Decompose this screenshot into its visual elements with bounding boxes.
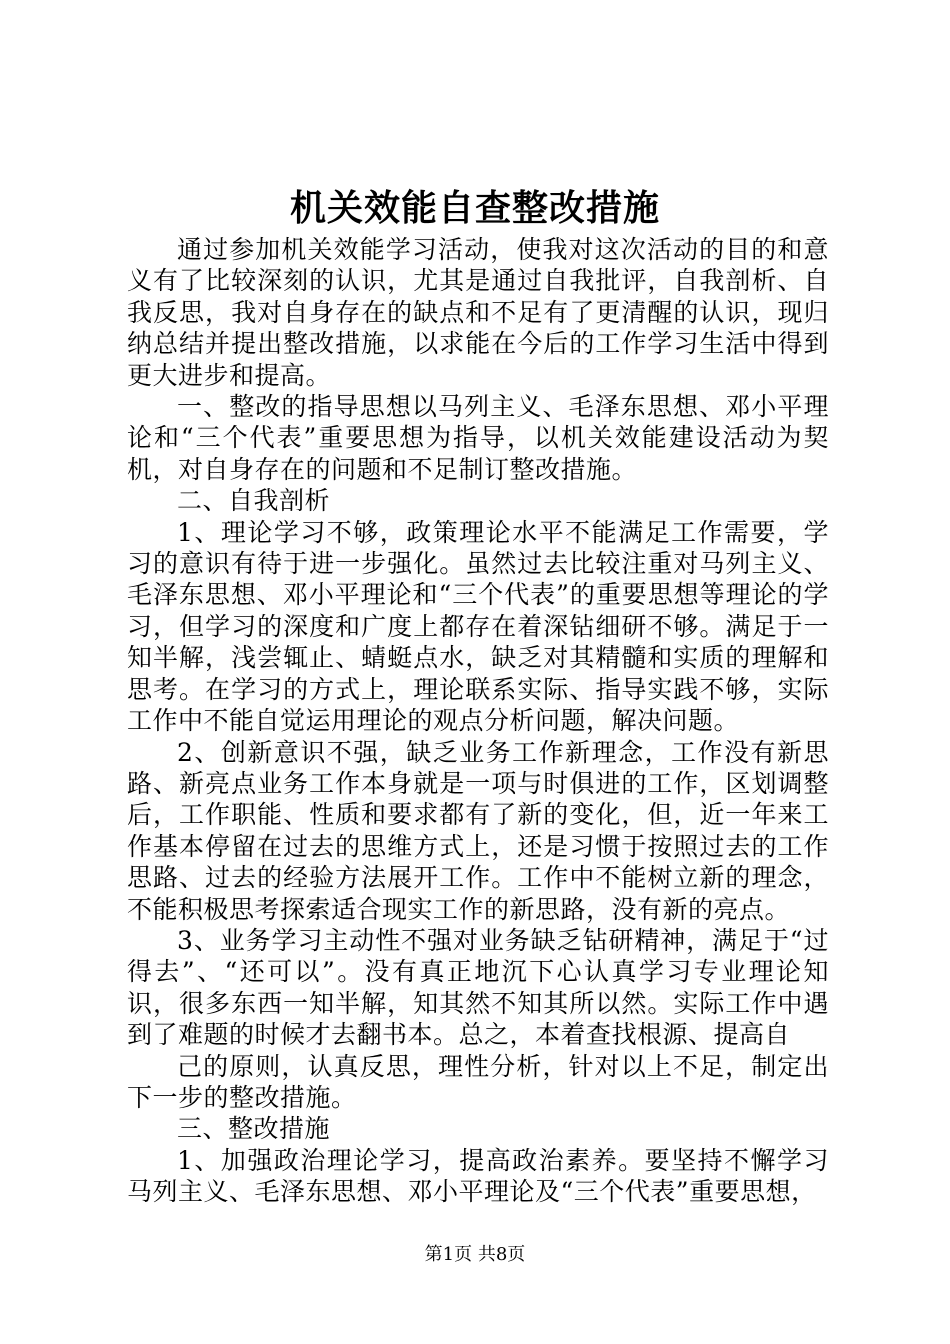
document-title: 机关效能自查整改措施 [289,187,660,229]
paragraph-intro: 通过参加机关效能学习活动，使我对这次活动的目的和意义有了比较深刻的认识，尤其是通过自我批评，自我剖析、自我反思，我对自身存在的缺点和不足有了更清醒的认识，现归纳总结并提出整改措施，以求能在今后的工作学习生活中得到更大进步和提高。 [127,235,829,390]
section-heading-measures: 三、整改措施 [177,1114,331,1144]
paragraph-guiding-thought: 一、整改的指导思想以马列主义、毛泽东思想、邓小平理论和“三个代表”重要思想为指导，以机关效能建设活动为契机，对自身存在的问题和不足制订整改措施。 [127,392,829,484]
paragraph-analysis-3-continued: 己的原则，认真反思，理性分析，针对以上不足，制定出下一步的整改措施。 [127,1051,829,1112]
paragraph-measure-1: 1、加强政治理论学习，提高政治素养。要坚持不懈学习马列主义、毛泽东思想、邓小平理论及“三个代表”重要思想， [127,1145,829,1207]
document-body [127,234,829,1208]
paragraph-analysis-2: 2、创新意识不强，缺乏业务工作新理念，工作没有新思路、新亮点业务工作本身就是一项与时俱进的工作，区划调整后，工作职能、性质和要求都有了新的变化，但，近一年来工作基本停留在过去的思维方式上，还是习惯于按照过去的工作思路、过去的经验方法展开工作。工作中不能树立新的理念，不能积极思考探索适合现实工作的新思路，没有新的亮点。 [127,737,829,924]
page-number-footer: 第1页 共8页 [424,1244,526,1265]
paragraph-analysis-3: 3、业务学习主动性不强对业务缺乏钻研精神，满足于“过得去”、“还可以”。没有真正地沉下心认真学习专业理论知识，很多东西一知半解，知其然不知其所以然。实际工作中遇到了难题的时候才去翻书本。总之，本着查找根源、提高自 [127,925,829,1050]
section-heading-self-analysis: 二、自我剖析 [177,486,331,516]
paragraph-analysis-1: 1、理论学习不够，政策理论水平不能满足工作需要，学习的意识有待于进一步强化。虽然过去比较注重对马列主义、毛泽东思想、邓小平理论和“三个代表”的重要思想等理论的学习，但学习的深度和广度上都存在着深钻细研不够。满足于一知半解，浅尝辄止、蜻蜓点水，缺乏对其精髓和实质的理解和思考。在学习的方式上，理论联系实际、指导实践不够，实际工作中不能自觉运用理论的观点分析问题，解决问题。 [127,517,829,736]
